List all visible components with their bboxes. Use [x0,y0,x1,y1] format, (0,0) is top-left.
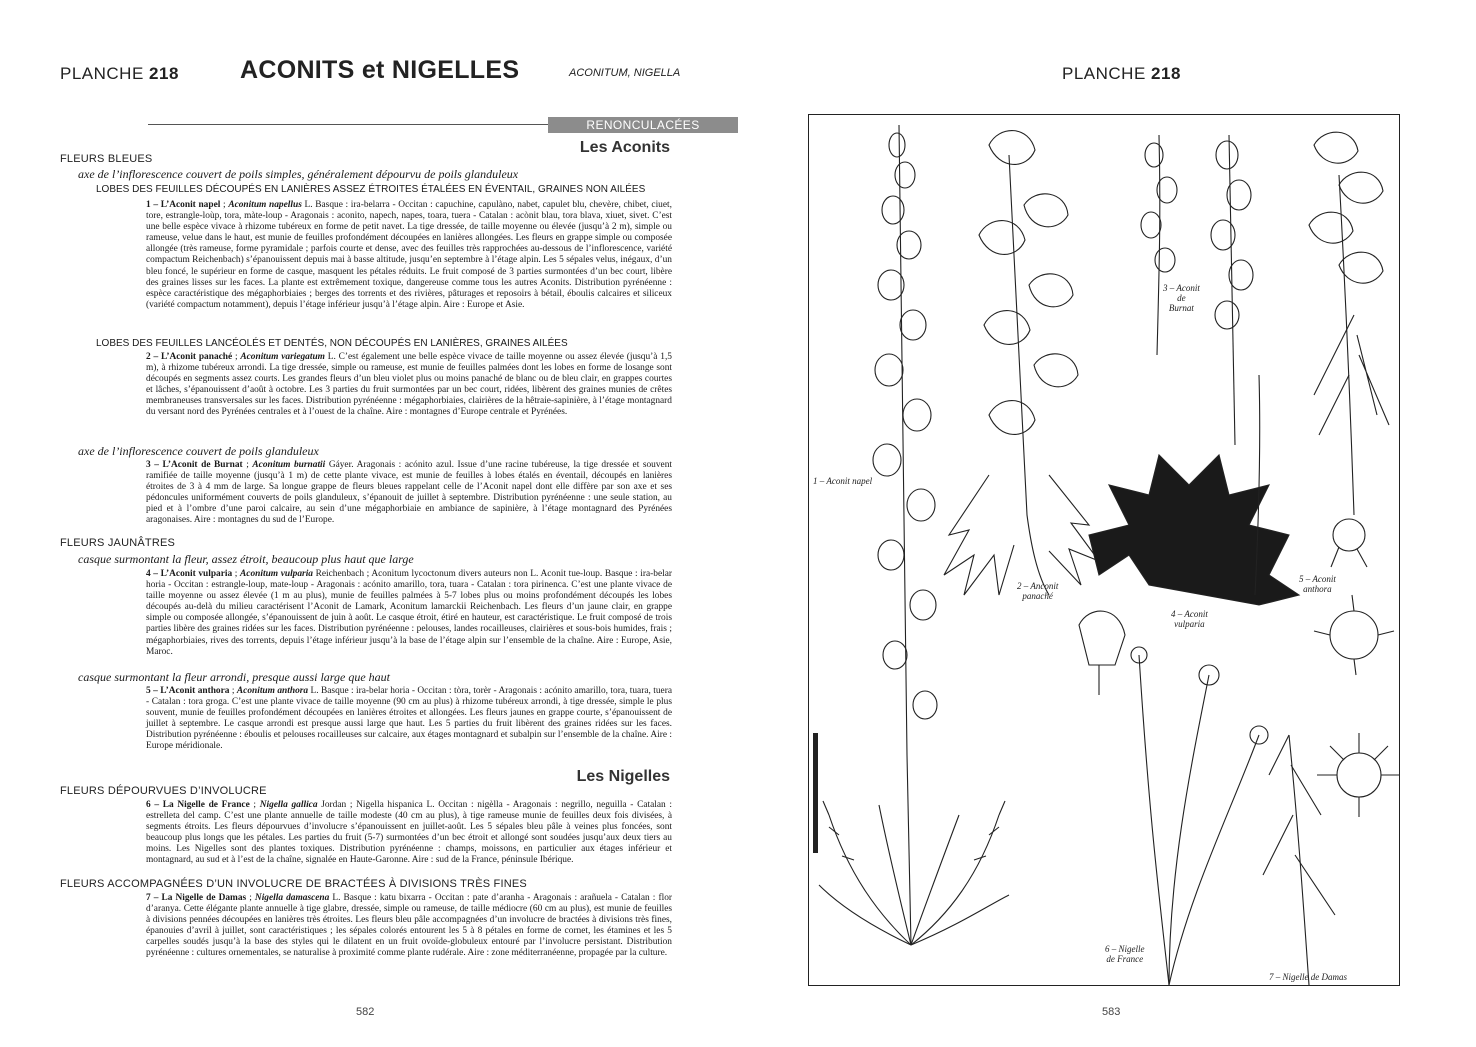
species-entry-4: 4 – L’Aconit vulparia ; Aconitum vulparia Reichenbach ; Aconitum lycoctonum divers auteurs non L. Aconit tue-loup. Basque : ira-belar horia - Occitan : estrangle-loup, mate-loup - Aragonais : acónito amarillo, tora, tuara - Catalan : tora pirinenca. C’est une plante vivace de taille moyenne ou assez élevée (1 m au plus), munie de feuilles palmées à 5-7 lobes plus ou moins profondément découpés les lobes découpés au-delà du milieu caractérisent l’Aconit de Lamark, Aconitum lamarckii Reichenbach. Les fleurs d’un jaune clair, en grappe simple ou composée allongée, s’épanouissent de juin à août. Le casque étroit, étiré en hauteur, est caractéristique. Le fruit composé de trois parties libère des graines ridées sur les faces. Distribution pyrénéenne : pelouses, landes rocailleuses, clairières et sous-bois humides, frais ; mégaphorbiaies, rives des torrents, depuis l’étage inférieur jusqu’à la base de l’étage alpin sur l’ensemble de la chaîne. Aire : Europe, Asie, Maroc. [146,569,673,657]
page-title: ACONITS et NIGELLES [240,56,520,84]
napel-basal-leaves [819,801,1009,945]
heading-accompagnees: FLEURS ACCOMPAGNÉES D’UN INVOLUCRE DE BRACTÉES À DIVISIONS TRÈS FINES [60,878,527,890]
panache-stem [1009,155,1049,595]
subheading-axe-glanduleux: axe de l’inflorescence couvert de poils glanduleux [78,444,319,458]
panache-leaves [944,475,1099,595]
planche-label: PLANCHE 218 [1062,64,1181,83]
family-banner: RENONCULACÉES [548,117,738,133]
page-number: 582 [356,1006,375,1018]
page-number: 583 [1102,1006,1121,1018]
panache-flowers [979,131,1078,435]
vulparia-leaf [1089,455,1299,605]
species-entry-3: 3 – L’Aconit de Burnat ; Aconitum burnatii Gáyer. Aragonais : acónito azul. Issue d’une racine tubéreuse, la tige dressée et souvent ramifiée de taille moyenne (jusqu’à 1 m) de cette plante vivace, est munie de feuilles à lobes étalés en éventail, découpés en lanières étroites de 3 à 4 mm de large. Sa longue grappe de fleurs bleues rappelant celle de l’Aconit napel dont elle diffère par son axe et ses pédoncules uniformément couverts de poils glanduleux, s’épanouit de juillet à septembre. Distribution pyrénéenne : une seule station, au pied et à l’ombre d’une paroi calcaire, au sein d’une mégaphorbiaie en ambiance de sapinière, à l’étage montagnard des Pyrénées aragonaises. Aire : montagnes du sud de l’Europe. [146,460,673,526]
caption-3: 3 – Aconit de Burnat [1163,283,1200,313]
subheading-lobes-lanieres: LOBES DES FEUILLES DÉCOUPÉS EN LANIÈRES ASSEZ ÉTROITES ÉTALÉES EN ÉVENTAIL, GRAINES NON AILÉES [96,184,646,195]
anthora-tuber [1333,519,1365,551]
plant-illustration [809,115,1400,986]
latin-genera: ACONITUM, NIGELLA [569,67,681,79]
anthora-flowers [1309,132,1383,283]
header-rule [148,124,548,125]
caption-7: 7 – Nigelle de Damas [1269,972,1347,982]
botanical-plate [808,114,1400,986]
subheading-lobes-lanceoles: LOBES DES FEUILLES LANCÉOLÉS ET DENTÉS, NON DÉCOUPÉS EN LANIÈRES, GRAINES AILÉES [96,338,568,349]
species-entry-5: 5 – L’Aconit anthora ; Aconitum anthora L. Basque : ira-belar horia - Occitan : tòra, torèr - Aragonais : acónito amarillo, tora, tuara, tuera - Catalan : tora groga. C’est une plante vivace de taille moyenne (90 cm au plus) à rhizome tubéreux arrondi, à tige dressée, simple le plus souvent, munie de feuilles profondément découpées en lanières étroites et allongées. Les fleurs jaunes en grappe courte, s’épanouissent de juillet à septembre. Le casque arrondi est presque aussi large que haut. Les 5 parties du fruit libèrent des graines ridées sur les faces. Distribution pyrénéenne : éboulis et pelouses rocailleuses sur calcaire, aux étages montagnard et subalpin sur l’ensemble de la chaîne. Aire : Europe méridionale. [146,686,672,752]
subheading-axe-simples: axe de l’inflorescence couvert de poils simples, généralement dépourvu de poils glanduleux [78,167,519,181]
burnat-stem [1157,135,1160,355]
subheading-casque-arrondi: casque surmontant la fleur arrondi, presque aussi large que haut [78,670,390,684]
detail-flower [1079,611,1125,665]
caption-4: 4 – Aconit vulparia [1171,609,1208,629]
subheading-casque-etroit: casque surmontant la fleur, assez étroit, beaucoup plus haut que large [78,552,414,566]
heading-depourvues: FLEURS DÉPOURVUES D’INVOLUCRE [60,785,267,797]
section-title-aconits: Les Aconits [579,139,670,156]
caption-2: 2 – Anconit panaché [1017,581,1059,601]
caption-6: 6 – Nigelle de France [1105,944,1145,964]
caption-1: 1 – Aconit napel [813,476,873,486]
species-entry-6: 6 – La Nigelle de France ; Nigella gallica Jordan ; Nigella hispanica L. Occitan : nigèlla - Aragonais : negrillo, neguilla - Catalan : estrelleta del camp. C’est une plante annuelle de taille modeste (40 cm au plus), à tige rameuse munie de feuilles deux fois divisées, à segments étroits. Les fleurs dépourvues d’involucre s’épanouissent en juillet-août. Les 5 sépales bleu pâle à veines plus foncées, sont beaucoup plus longs que les pétales. Les parties du fruit (5-7) surmontées d’un bec étroit et allongé sont soudées jusqu’aux deux tiers au moins. Les Nigelles sont des plantes toxiques. Distribution pyrénéenne : champs, moissons, en particulier aux étages inférieur et montagnard, au sud et à l’est de la chaîne, signalée en Haute-Garonne. Aire : sud de la France, péninsule Ibérique. [146,800,672,866]
anthora-leaves [1314,315,1389,435]
species-entry-2: 2 – L’Aconit panaché ; Aconitum variegatum L. C’est également une belle espèce vivace de taille moyenne ou assez élevée (jusqu’à 1,5 m), à rhizome tubéreux arrondi. La tige dressée, simple ou rameuse, est munie de feuilles palmées dont les lobes en forme de losange sont découpés en segments assez courts. Les grandes fleurs d’un bleu violet plus ou moins panaché de blanc ou de bleu clair, en grappes courtes et lâches, s’épanouissent d’août à octobre. Les 3 parties du fruit surmontées par un bec court, ridées, libèrent des graines munies de crêtes membraneuses transversales sur les faces. Distribution pyrénéenne : mégaphorbiaies, clairières de la hêtraie-sapinière, à l’étage montagnard du versant nord des Pyrénées centrales et à l’ouest de la chaîne. Aire : montagnes d’Europe centrale et Pyrénées. [146,352,672,418]
caption-5: 5 – Aconit anthora [1299,574,1336,594]
nigelle-damas [1263,595,1400,985]
napel-stem [899,125,911,945]
heading-fleurs-jaunatres: FLEURS JAUNÂTRES [60,537,176,549]
planche-label: PLANCHE 218 [60,64,179,83]
section-title-nigelles: Les Nigelles [576,768,670,785]
right-page [738,0,1476,1047]
species-entry-1: 1 – L’Aconit napel ; Aconitum napellus L. Basque : ira-belarra - Occitan : capuchine, capulàno, nabet, capulet blu, chevère, chibet, ciuet, tore, estrangle-loùp, tora, màte-loup - Aragonais : aconito, napech, napes, toara, tuera - Catalan : acònit blau, tora blava, xiuet, sivet. C’est une belle espèce vivace à rhizome tubéreux en forme de petit navet. La tige dressée, de taille moyenne ou élevée (jusqu’à 2 m), simple ou rameuse, velue dans le haut, est munie de feuilles profondément découpées en lanières allongées. Les fleurs en grappe simple ou composée allongée (très rameuse, forme pyramidale ; parfois courte et dense, avec des feuilles très rapprochées au-dessous de l’inflorescence, variété compactum Reichenbach) s’épanouissent depuis mai à basse altitude, jusqu’en septembre à l’étage alpin. Les 5 sépales velus, inégaux, d’un bleu foncé, le supérieur en forme de casque, masquent les pétales réduits. Le fruit composé de 3 parties surmontées d’un bec court, libère des graines lisses sur les faces. La plante est extrêmement toxique, dangereuse comme tous les autres Aconits. Distribution pyrénéenne : espèce caractéristique des mégaphorbiaies ; berges des torrents et des rivières, pâturages et reposoirs à bétail, éboulis calcaires et siliceux (variété compactum notamment), depuis l’étage inférieur jusqu’à l’étage alpin. Aire : Europe et Asie. [146,200,672,310]
nigelle-france [1131,647,1268,985]
species-entry-7: 7 – La Nigelle de Damas ; Nigella damascena L. Basque : katu bixarra - Occitan : pate d’aranha - Aragonais : arañuela - Catalan : flor d’aranya. Cette élégante plante annuelle à tige glabre, dressée, simple ou rameuse, de taille médiocre (60 cm au plus), est munie de feuilles à divisions pennées découpées en lanières très étroites. Les fleurs bleu pâle accompagnées d’un involucre de bractées à divisions très fines, épanouies d’avril à juillet, sont caractéristiques ; les sépales colorés entourent les 5 à 8 pétales en forme de cornet, les étamines et les 5 carpelles soudés jusqu’à la base des styles qui le dilatent en un fruit ovoïde-globuleux entouré par l’involucre persistant. Distribution pyrénéenne : cultures ornementales, se naturalise à proximité comme plante rudérale. Aire : zone méditerranéenne, propagée par la culture. [146,893,672,959]
heading-fleurs-bleues: FLEURS BLEUES [60,153,153,165]
scale-bar [813,733,818,853]
